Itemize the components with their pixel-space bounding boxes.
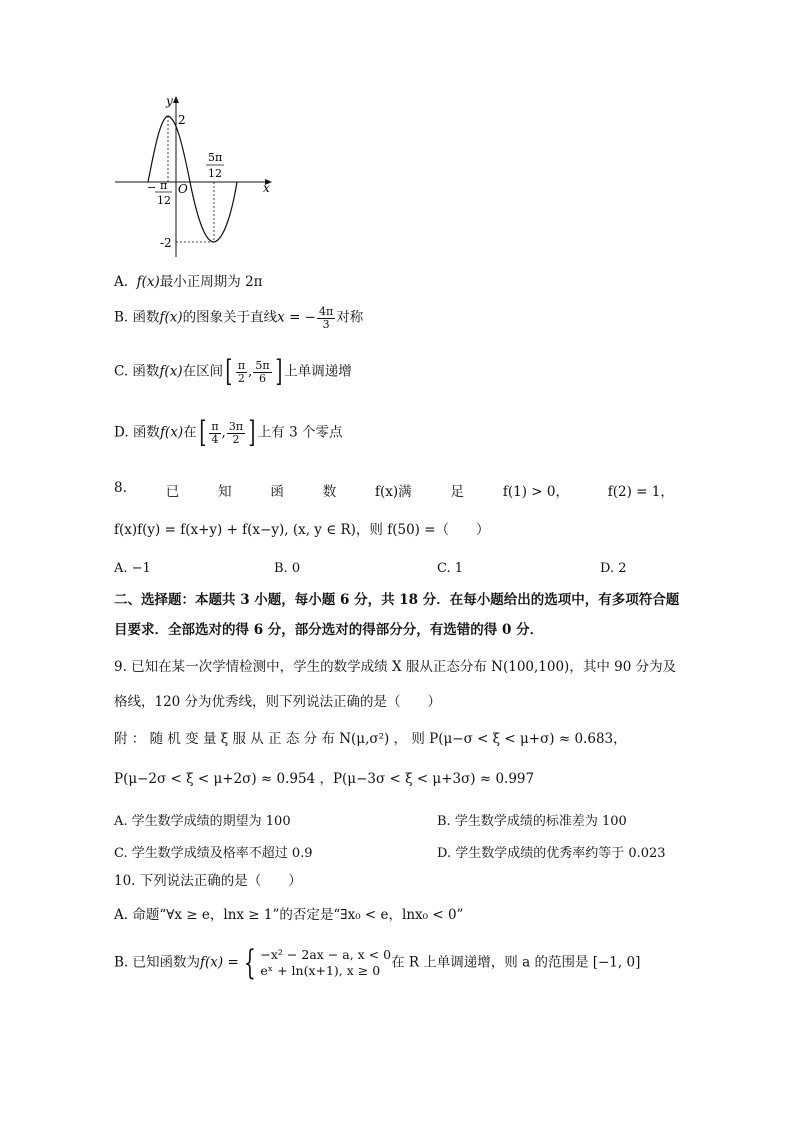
- x-axis-label: x: [263, 181, 270, 195]
- q8-stem-line1: 8. 已 知 函 数 f(x)满 足 f(1) > 0， f(2) = 1，: [114, 480, 674, 500]
- left-zero-num: π: [160, 179, 168, 192]
- q9-appendix-line1: 附 ： 随 机 变 量 ξ 服 从 正 态 分 布 N(μ,σ²) ， 则 P(μ−σ < ξ < μ+σ) ≈ 0.683，: [114, 731, 627, 747]
- q10-stem: 10. 下列说法正确的是（ ）: [114, 873, 302, 889]
- q9-option-d: D. 学生数学成绩的优秀率约等于 0.023: [437, 846, 666, 861]
- q9-option-b: B. 学生数学成绩的标准差为 100: [437, 814, 627, 829]
- q8-option-a: A. −1: [114, 561, 151, 576]
- q9-appendix-line2: P(μ−2σ < ξ < μ+2σ) ≈ 0.954 ，P(μ−3σ < ξ < μ+3σ) ≈ 0.997: [114, 771, 535, 787]
- q7-option-c: C. 函数f(x)在区间[ $\frac{\pi}{2}$ , $\frac{5\pi}{6}$ ] 上单调递增: [114, 354, 352, 389]
- y-axis-label: y: [166, 94, 173, 108]
- section2-heading-line1: 二、选择题：本题共 3 小题，每小题 6 分，共 18 分．在每小题给出的选项中，有多项符合题: [114, 592, 680, 608]
- q8-option-b: B. 0: [274, 561, 301, 576]
- origin-label: O: [178, 182, 188, 196]
- y-axis-arrow: [173, 96, 179, 103]
- q9-stem-line2: 格线，120 分为优秀线，则下列说法正确的是（ ）: [114, 694, 442, 710]
- q9-option-a: A. 学生数学成绩的期望为 100: [114, 814, 291, 829]
- q9-option-c: C. 学生数学成绩及格率不超过 0.9: [114, 846, 313, 861]
- right-zero-den: 12: [208, 167, 222, 180]
- min-label: -2: [160, 236, 172, 250]
- q7-option-d: D. 函数f(x)在[ $\frac{\pi}{4}$ , $\frac{3\pi}{2}$ ] 上有 3 个零点: [114, 415, 343, 450]
- left-zero-sign: −: [147, 181, 157, 194]
- q7-option-b: B. 函数f(x)的图象关于直线x = − $\frac{4\pi}{3}$ 对称: [114, 305, 364, 331]
- q9-stem-line1: 9. 已知在某一次学情检测中，学生的数学成绩 X 服从正态分布 N(100,100)，其中 90 分为及: [114, 659, 677, 675]
- max-label: 2: [178, 113, 186, 127]
- section2-heading-line2: 目要求．全部选对的得 6 分，部分选对的得部分分，有选错的得 0 分．: [114, 622, 544, 638]
- right-zero-num: 5π: [208, 151, 223, 164]
- left-zero-den: 12: [157, 194, 171, 207]
- q7-option-a: A. f(x)最小正周期为 2π: [114, 274, 263, 290]
- q8-option-c: C. 1: [437, 561, 464, 576]
- sine-graph: [110, 92, 285, 262]
- q8-stem-line2: f(x)f(y) = f(x+y) + f(x−y), (x, y ∈ R)，则 f(50) =（ ）: [114, 522, 490, 538]
- q10-option-b: B. 已知函数为f(x) = { −x² − 2ax − a, x < 0 eˣ + ln(x+1), x ≥ 0 在 R 上单调递增，则 a 的范围是 [−1, 0]: [114, 943, 641, 983]
- q10-option-a: A. 命题“∀x ≥ e，lnx ≥ 1”的否定是“∃x₀ < e，lnx₀ < 0”: [114, 907, 464, 923]
- q8-option-d: D. 2: [600, 561, 627, 576]
